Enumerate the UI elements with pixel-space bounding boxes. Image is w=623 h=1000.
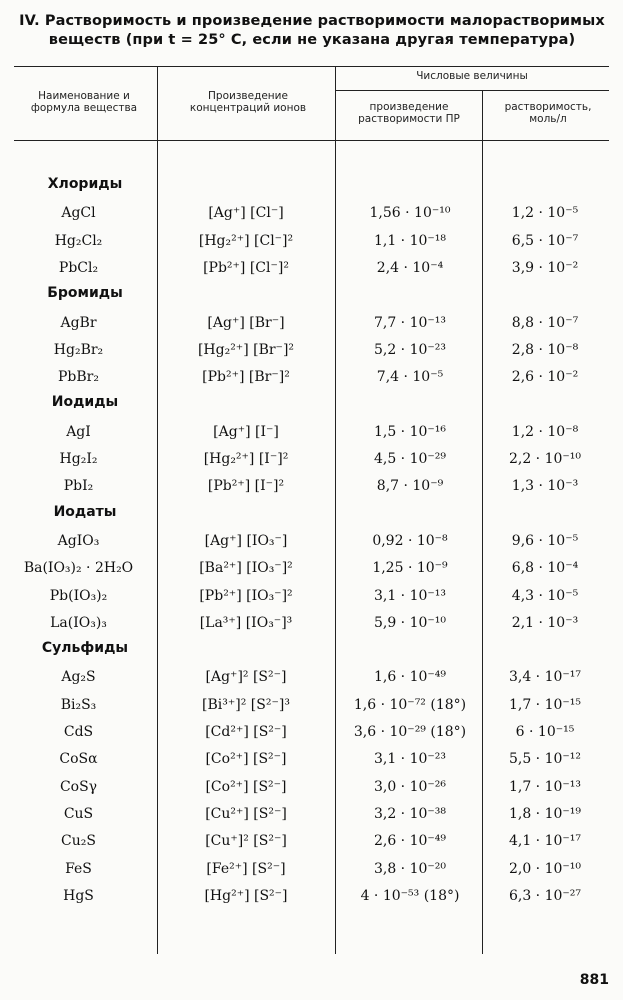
solubility-product-value: 3,2 · 10⁻³⁸ [373,805,447,822]
ion-product: [Hg₂²⁺] [I⁻]² [203,451,289,467]
solubility-value: 6,8 · 10⁻⁴ [511,560,579,577]
solubility-value: 2,1 · 10⁻³ [511,614,579,631]
solubility-value: 1,3 · 10⁻³ [511,478,579,495]
solubility-value: 4,1 · 10⁻¹⁷ [508,833,582,850]
substance-formula: AgI [66,423,91,440]
substance-formula: AgIO₃ [57,532,100,549]
header-bottom-rule [14,140,609,141]
group-heading: Иодаты [53,503,117,520]
ion-product: [Fe²⁺] [S²⁻] [206,860,286,877]
title-line-1: IV. Растворимость и произведение растворимости малорастворимых [19,13,605,29]
substance-formula: Hg₂I₂ [59,451,98,467]
substance-formula: Bi₂S₃ [60,696,97,713]
ion-product: [Hg²⁺] [S²⁻] [204,887,288,904]
ion-product: [Bi³⁺]² [S²⁻]³ [202,696,290,713]
substance-formula: AgBr [60,314,97,331]
ion-product: [Pb²⁺] [I⁻]² [207,478,285,495]
substance-formula: CoSα [59,751,98,768]
solubility-value: 2,8 · 10⁻⁸ [511,341,579,358]
solubility-value: 1,7 · 10⁻¹³ [508,778,582,795]
solubility-product-value: 1,5 · 10⁻¹⁶ [373,423,447,440]
solubility-product-value: 4 · 10⁻⁵³ (18°) [360,887,460,904]
solubility-product-value: 3,1 · 10⁻²³ [373,751,447,768]
top-rule [14,66,609,67]
solubility-value: 6 · 10⁻¹⁵ [515,724,575,740]
ion-product: [Cd²⁺] [S²⁻] [205,724,287,740]
group-rule [335,90,609,91]
solubility-value: 4,3 · 10⁻⁵ [511,587,579,604]
solubility-product-value: 3,6 · 10⁻²⁹ (18°) [353,724,467,740]
substance-formula: PbBr₂ [58,369,99,386]
group-heading: Иодиды [51,394,119,411]
solubility-product-value: 3,8 · 10⁻²⁰ [373,860,447,877]
solubility-product-value: 0,92 · 10⁻⁸ [372,532,448,549]
ion-product: [Pb²⁺] [IO₃⁻]² [199,587,293,604]
substance-formula: Hg₂Br₂ [53,341,104,358]
ion-product: [Co²⁺] [S²⁻] [205,778,287,795]
group-heading: Бромиды [47,285,123,302]
solubility-value: 3,9 · 10⁻² [511,259,579,276]
solubility-value: 6,5 · 10⁻⁷ [511,232,579,249]
solubility-value: 6,3 · 10⁻²⁷ [508,887,582,904]
page-number: 881 [579,972,609,988]
title-line-2: веществ (при t = 25° С, если не указана другая температура) [48,32,576,48]
col-divider-3 [482,90,483,954]
substance-formula: CuS [63,805,94,822]
solubility-product-value: 1,6 · 10⁻⁷² (18°) [353,696,467,713]
solubility-product-value: 7,7 · 10⁻¹³ [373,314,447,331]
substance-formula: Ag₂S [61,669,96,686]
solubility-product-value: 1,25 · 10⁻⁹ [372,560,448,577]
solubility-value: 1,2 · 10⁻⁵ [511,205,579,222]
solubility-value: 1,8 · 10⁻¹⁹ [508,805,582,822]
substance-formula: AgCl [61,205,96,222]
header-numeric-values: Числовые величины [416,70,528,82]
ion-product: [Pb²⁺] [Br⁻]² [202,369,290,386]
ion-product: [Ag⁺] [Cl⁻] [208,205,284,222]
group-heading: Сульфиды [41,640,129,657]
ion-product: [Ag⁺] [I⁻] [213,423,279,440]
substance-formula: Ba(IO₃)₂ · 2H₂O [23,560,134,577]
substance-formula: Pb(IO₃)₂ [49,587,108,604]
header-ion-product: Произведение концентраций ионов [189,90,307,114]
ion-product: [Ag⁺]² [S²⁻] [205,669,287,686]
solubility-product-value: 1,1 · 10⁻¹⁸ [373,232,447,249]
solubility-value: 2,0 · 10⁻¹⁰ [508,860,582,877]
solubility-value: 3,4 · 10⁻¹⁷ [508,669,582,686]
substance-formula: PbI₂ [63,478,94,495]
ion-product: [Ag⁺] [IO₃⁻] [204,532,288,549]
substance-formula: Cu₂S [61,833,96,850]
col-divider-1 [157,66,158,954]
solubility-product-value: 5,9 · 10⁻¹⁰ [373,614,447,631]
solubility-product-value: 8,7 · 10⁻⁹ [376,478,444,495]
solubility-product-value: 7,4 · 10⁻⁵ [376,369,444,386]
substance-formula: CoSγ [59,778,98,795]
group-heading: Хлориды [47,176,123,192]
col-divider-2 [335,66,336,954]
solubility-value: 9,6 · 10⁻⁵ [511,532,579,549]
ion-product: [Pb²⁺] [Cl⁻]² [203,259,289,276]
substance-formula: PbCl₂ [58,259,99,276]
table-title [12,12,612,50]
ion-product: [Ba²⁺] [IO₃⁻]² [199,560,293,577]
solubility-product-value: 5,2 · 10⁻²³ [373,341,447,358]
ion-product: [Co²⁺] [S²⁻] [205,751,287,768]
solubility-value: 1,7 · 10⁻¹⁵ [508,696,582,713]
header-solubility: растворимость, моль/л [504,101,592,125]
solubility-product-value: 3,0 · 10⁻²⁶ [373,778,447,795]
solubility-product-value: 3,1 · 10⁻¹³ [373,587,447,604]
ion-product: [Ag⁺] [Br⁻] [207,314,285,331]
solubility-product-value: 4,5 · 10⁻²⁹ [373,451,447,467]
substance-formula: Hg₂Cl₂ [54,232,103,249]
solubility-product-value: 2,6 · 10⁻⁴⁹ [373,833,447,850]
substance-formula: HgS [63,887,94,904]
solubility-value: 2,2 · 10⁻¹⁰ [508,451,582,467]
solubility-product-value: 2,4 · 10⁻⁴ [376,259,444,276]
ion-product: [Hg₂²⁺] [Br⁻]² [197,341,295,358]
header-solubility-product: произведение растворимости ПР [358,101,460,125]
ion-product: [La³⁺] [IO₃⁻]³ [199,614,293,631]
ion-product: [Cu⁺]² [S²⁻] [205,833,287,850]
solubility-value: 8,8 · 10⁻⁷ [511,314,579,331]
solubility-value: 5,5 · 10⁻¹² [508,751,582,768]
solubility-value: 2,6 · 10⁻² [511,369,579,386]
header-name-formula: Наименование и формула вещества [30,90,138,114]
solubility-value: 1,2 · 10⁻⁸ [511,423,579,440]
solubility-product-value: 1,56 · 10⁻¹⁰ [369,205,451,222]
substance-formula: FeS [65,860,92,877]
ion-product: [Hg₂²⁺] [Cl⁻]² [198,232,294,249]
substance-formula: CdS [63,724,94,740]
ion-product: [Cu²⁺] [S²⁻] [205,805,287,822]
substance-formula: La(IO₃)₃ [50,614,107,631]
solubility-product-value: 1,6 · 10⁻⁴⁹ [373,669,447,686]
